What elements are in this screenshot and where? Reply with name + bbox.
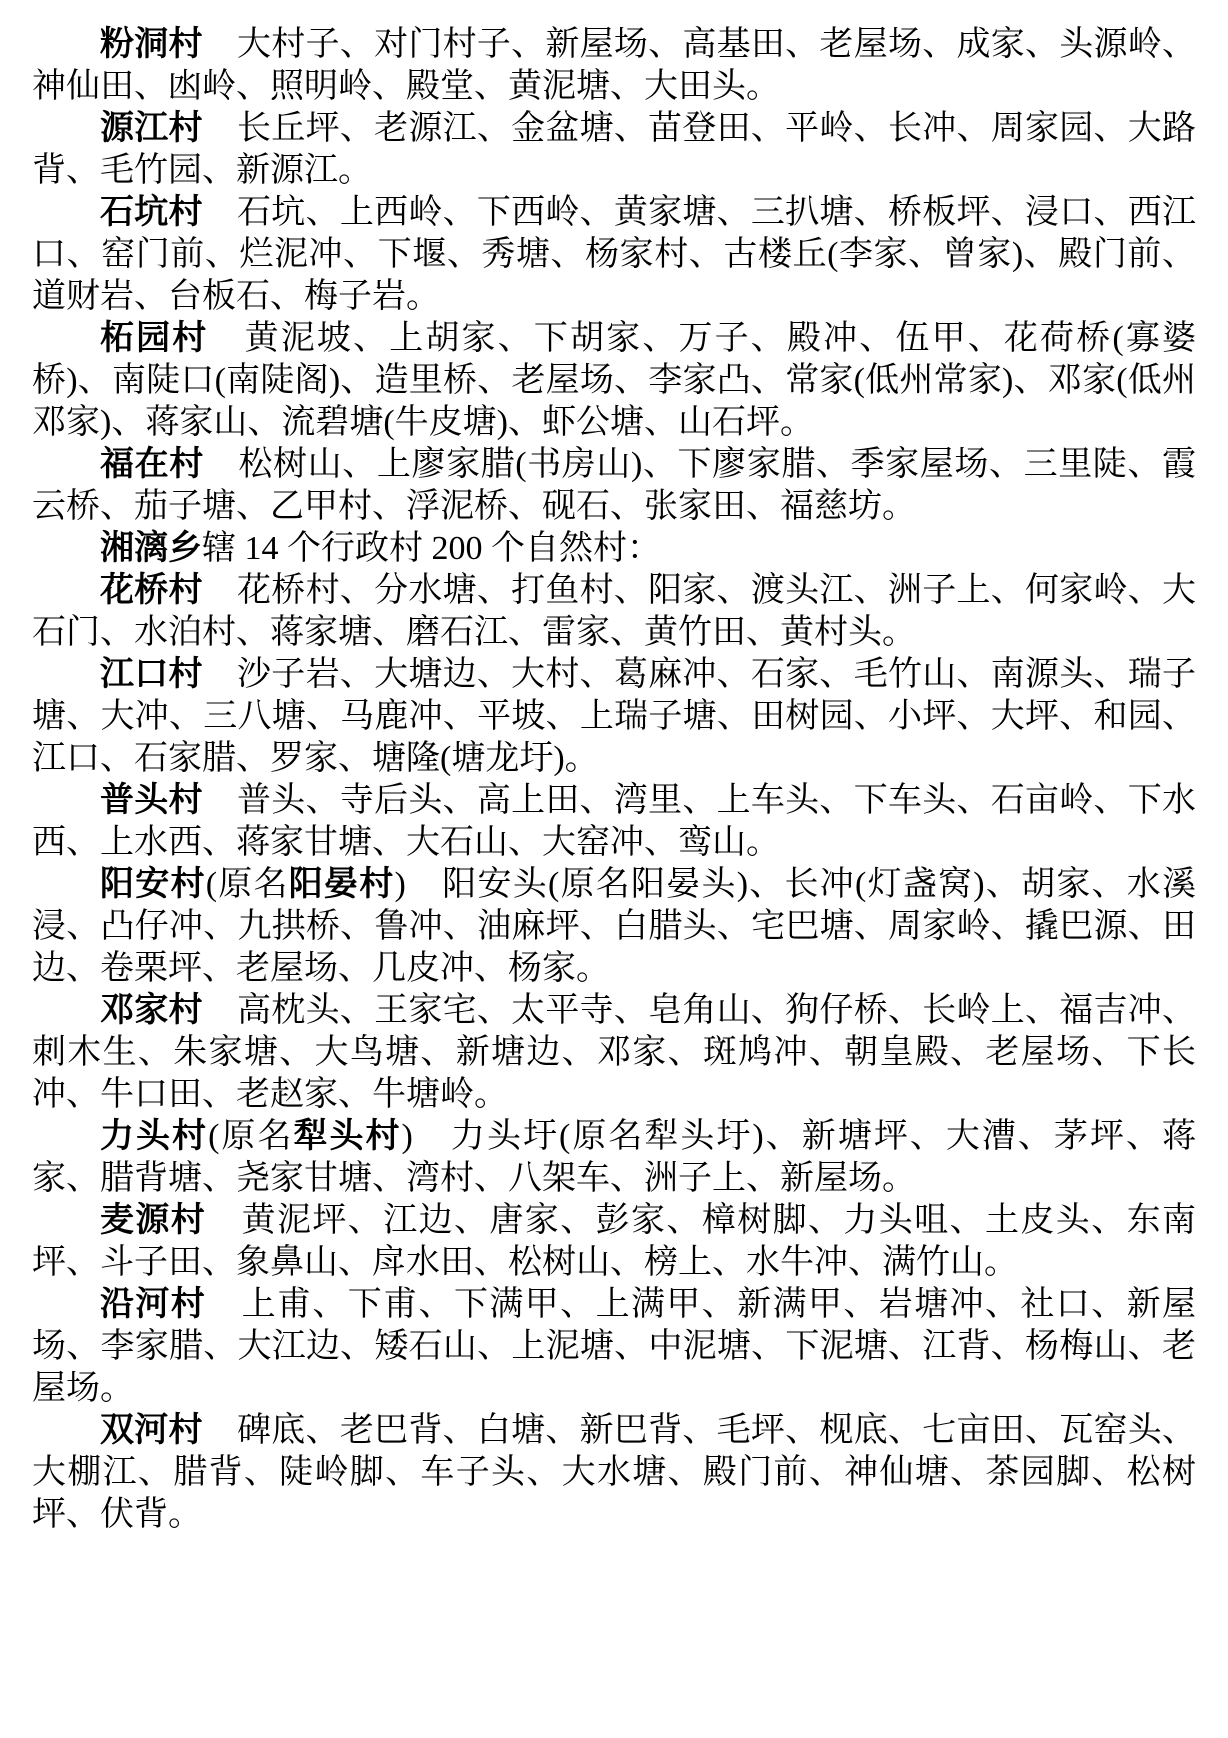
village-list: 高枕头、王家宅、太平寺、皂角山、狗仔桥、长岭上、福吉冲、刺木生、朱家塘、大鸟塘、新塘边、邓家、斑鸠冲、朝皇殿、老屋场、下长冲、牛口田、老赵家、牛塘岭。 (32, 992, 1197, 1113)
village-name: 源江村 (100, 110, 203, 147)
village-entry (32, 990, 1196, 1116)
village-entry (32, 570, 1196, 654)
name-list-separator (203, 782, 237, 819)
name-list-separator (204, 446, 239, 483)
village-name: 花桥村 (100, 572, 203, 609)
name-list-separator (203, 26, 237, 63)
village-alt-prefix: (原名 (208, 1118, 294, 1155)
village-alt-name: 犁头村 (293, 1118, 402, 1155)
name-list-separator (203, 572, 237, 609)
name-list-separator (406, 866, 442, 903)
village-entry (32, 444, 1196, 528)
township-summary-text: 辖 14 个行政村 200 个自然村： (202, 530, 661, 567)
village-name: 石坑村 (100, 194, 203, 231)
village-list: 黄泥坪、江边、唐家、彭家、樟树脚、力头咀、土皮头、东南坪、斗子田、象鼻山、戽水田、松树山、榜上、水牛冲、满竹山。 (32, 1202, 1197, 1281)
village-entry (32, 1410, 1196, 1536)
name-list-separator (203, 992, 237, 1029)
village-name: 粉洞村 (100, 26, 203, 63)
village-list: 阳安头(原名阳晏头)、长冲(灯盏窝)、胡家、水溪浸、凸仔冲、九拱桥、鲁冲、油麻坪、白腊头、宅巴塘、周家岭、撬巴源、田边、卷栗坪、老屋场、几皮冲、杨家。 (32, 866, 1197, 987)
village-alt-name: 阳晏村 (288, 866, 395, 903)
village-name: 福在村 (100, 446, 204, 483)
village-alt-prefix: (原名 (205, 866, 289, 903)
village-list: 长丘坪、老源江、金盆塘、苗登田、平岭、长冲、周家园、大路背、毛竹园、新源江。 (32, 110, 1197, 189)
village-entry (32, 780, 1196, 864)
name-list-separator (203, 1412, 237, 1449)
village-entry (32, 192, 1196, 318)
village-entry (32, 654, 1196, 780)
village-entry (32, 864, 1196, 990)
village-list: 松树山、上廖家腊(书房山)、下廖家腊、季家屋场、三里陡、霞云桥、茄子塘、乙甲村、浮泥桥、砚石、张家田、福慈坊。 (32, 446, 1197, 525)
village-entry (32, 318, 1196, 444)
village-list: 大村子、对门村子、新屋场、高基田、老屋场、成家、头源岭、神仙田、凼岭、照明岭、殿堂、黄泥塘、大田头。 (32, 26, 1197, 105)
name-list-separator (206, 1202, 241, 1239)
village-list: 上甫、下甫、下满甲、上满甲、新满甲、岩塘冲、社口、新屋场、李家腊、大江边、矮石山、上泥塘、中泥塘、下泥塘、江背、杨梅山、老屋场。 (32, 1286, 1197, 1407)
name-list-separator (203, 656, 237, 693)
village-list: 花桥村、分水塘、打鱼村、阳家、渡头江、洲子上、何家岭、大石门、水泊村、蒋家塘、磨石江、雷家、黄竹田、黄村头。 (32, 572, 1197, 651)
village-name: 柘园村 (100, 320, 209, 357)
village-name: 阳安村 (100, 866, 206, 903)
township-summary (32, 528, 1196, 570)
village-name: 江口村 (100, 656, 203, 693)
village-name: 双河村 (100, 1412, 203, 1449)
name-list-separator (203, 194, 237, 231)
village-alt-suffix: ) (394, 866, 406, 903)
village-entry (32, 108, 1196, 192)
village-entry (32, 1200, 1196, 1284)
village-name: 沿河村 (100, 1286, 207, 1323)
village-name: 力头村 (100, 1118, 209, 1155)
village-list: 黄泥坡、上胡家、下胡家、万子、殿冲、伍甲、花荷桥(寡婆桥)、南陡口(南陡阁)、造里桥、老屋场、李家凸、常家(低州常家)、邓家(低州邓家)、蒋家山、流碧塘(牛皮塘)、虾公塘、山石坪。 (32, 320, 1196, 441)
name-list-separator (413, 1118, 451, 1155)
village-entry (32, 1284, 1196, 1410)
name-list-separator (206, 1286, 241, 1323)
village-alt-suffix: ) (401, 1118, 413, 1155)
village-entry (32, 1116, 1196, 1200)
township-name: 湘漓乡 (100, 530, 202, 567)
village-list: 石坑、上西岭、下西岭、黄家塘、三扒塘、桥板坪、浸口、西江口、窑门前、烂泥冲、下堰、秀塘、杨家村、古楼丘(李家、曾家)、殿门前、道财岩、台板石、梅子岩。 (32, 194, 1197, 315)
village-entry (32, 24, 1196, 108)
village-name: 普头村 (100, 782, 203, 819)
village-list: 碑底、老巴背、白塘、新巴背、毛坪、枧底、七亩田、瓦窑头、大棚江、腊背、陡岭脚、车子头、大水塘、殿门前、神仙塘、茶园脚、松树坪、伏背。 (32, 1412, 1197, 1533)
name-list-separator (203, 110, 237, 147)
village-list: 普头、寺后头、高上田、湾里、上车头、下车头、石亩岭、下水西、上水西、蒋家甘塘、大石山、大窑冲、鸾山。 (32, 782, 1197, 861)
village-list: 力头圩(原名犁头圩)、新塘坪、大漕、茅坪、蒋家、腊背塘、尧家甘塘、湾村、八架车、洲子上、新屋场。 (32, 1118, 1197, 1197)
village-name: 麦源村 (100, 1202, 207, 1239)
name-list-separator (208, 320, 244, 357)
village-name: 邓家村 (100, 992, 203, 1029)
village-list: 沙子岩、大塘边、大村、葛麻冲、石家、毛竹山、南源头、瑞子塘、大冲、三八塘、马鹿冲、平坡、上瑞子塘、田树园、小坪、大坪、和园、江口、石家腊、罗家、塘隆(塘龙圩)。 (32, 656, 1197, 777)
